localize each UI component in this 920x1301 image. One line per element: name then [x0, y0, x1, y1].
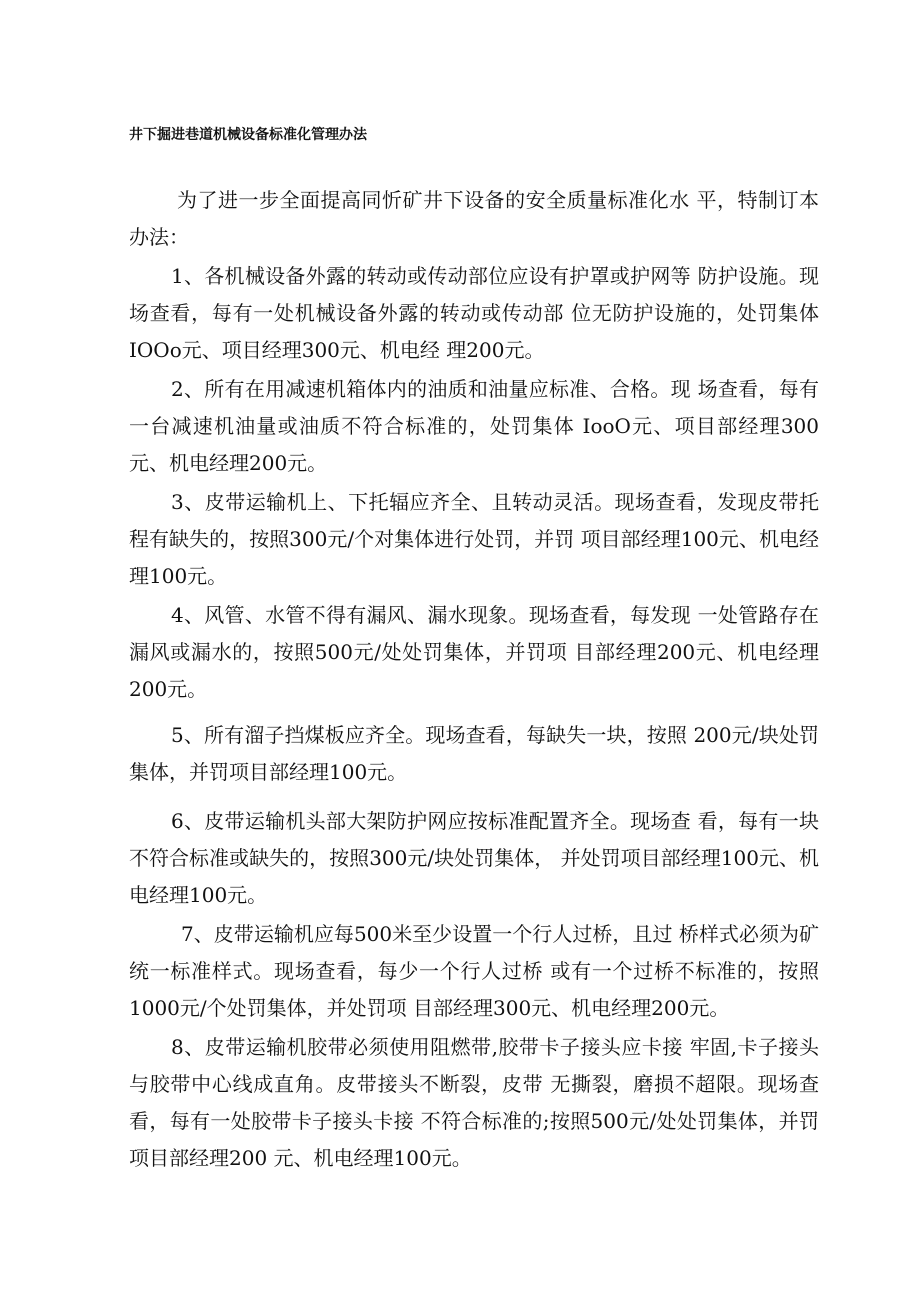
document-body: [129, 182, 819, 1177]
rule-item-6: 6、皮带运输机头部大架防护网应按标准配置齐全。现场查 看，每有一块不符合标准或缺失的，按照300元/块处罚集体， 并处罚项目部经理100元、机电经理100元。: [129, 809, 819, 907]
rule-item-2: 2、所有在用减速机箱体内的油质和油量应标准、合格。现 场查看，每有一台减速机油量或油质不符合标准的，处罚集体 IooO元、项目部经理300元、机电经理200元。: [129, 377, 819, 475]
rule-item-3: 3、皮带运输机上、下托辐应齐全、且转动灵活。现场查看，发现皮带托程有缺失的，按照300元/个对集体进行处罚，并罚 项目部经理100元、机电经理100元。: [129, 490, 819, 588]
rule-item-7: 7、皮带运输机应每500米至少设置一个行人过桥，且过 桥样式必须为矿统一标准样式。现场查看，每少一个行人过桥 或有一个过桥不标准的，按照1000元/个处罚集体，并处罚项 目部经理300元、机电经理200元。: [129, 922, 819, 1020]
rule-item-5: 5、所有溜子挡煤板应齐全。现场查看，每缺失一块，按照 200元/块处罚集体，并罚项目部经理100元。: [129, 723, 819, 784]
rule-item-1: 1、各机械设备外露的转动或传动部位应设有护罩或护网等 防护设施。现场查看，每有一处机械设备外露的转动或传动部 位无防护设施的，处罚集体IOOo元、项目经理300元、机电经 理200元。: [129, 264, 819, 362]
rule-item-4: 4、风管、水管不得有漏风、漏水现象。现场查看，每发现 一处管路存在漏风或漏水的，按照500元/处处罚集体，并罚项 目部经理200元、机电经理200元。: [129, 603, 819, 701]
rule-item-8: 8、皮带运输机胶带必须使用阻燃带,胶带卡子接头应卡接 牢固,卡子接头与胶带中心线成直角。皮带接头不断裂，皮带 无撕裂，磨损不超限。现场查看，每有一处胶带卡子接头卡接 不符合标准的;按照500元/处处罚集体，并罚项目部经理200 元、机电经理100元。: [129, 1035, 819, 1170]
intro-paragraph: 为了进一步全面提高同忻矿井下设备的安全质量标准化水 平，特制订本办法：: [129, 188, 819, 249]
document-title: 井下掘进巷道机械设备标准化管理办法: [129, 127, 367, 143]
